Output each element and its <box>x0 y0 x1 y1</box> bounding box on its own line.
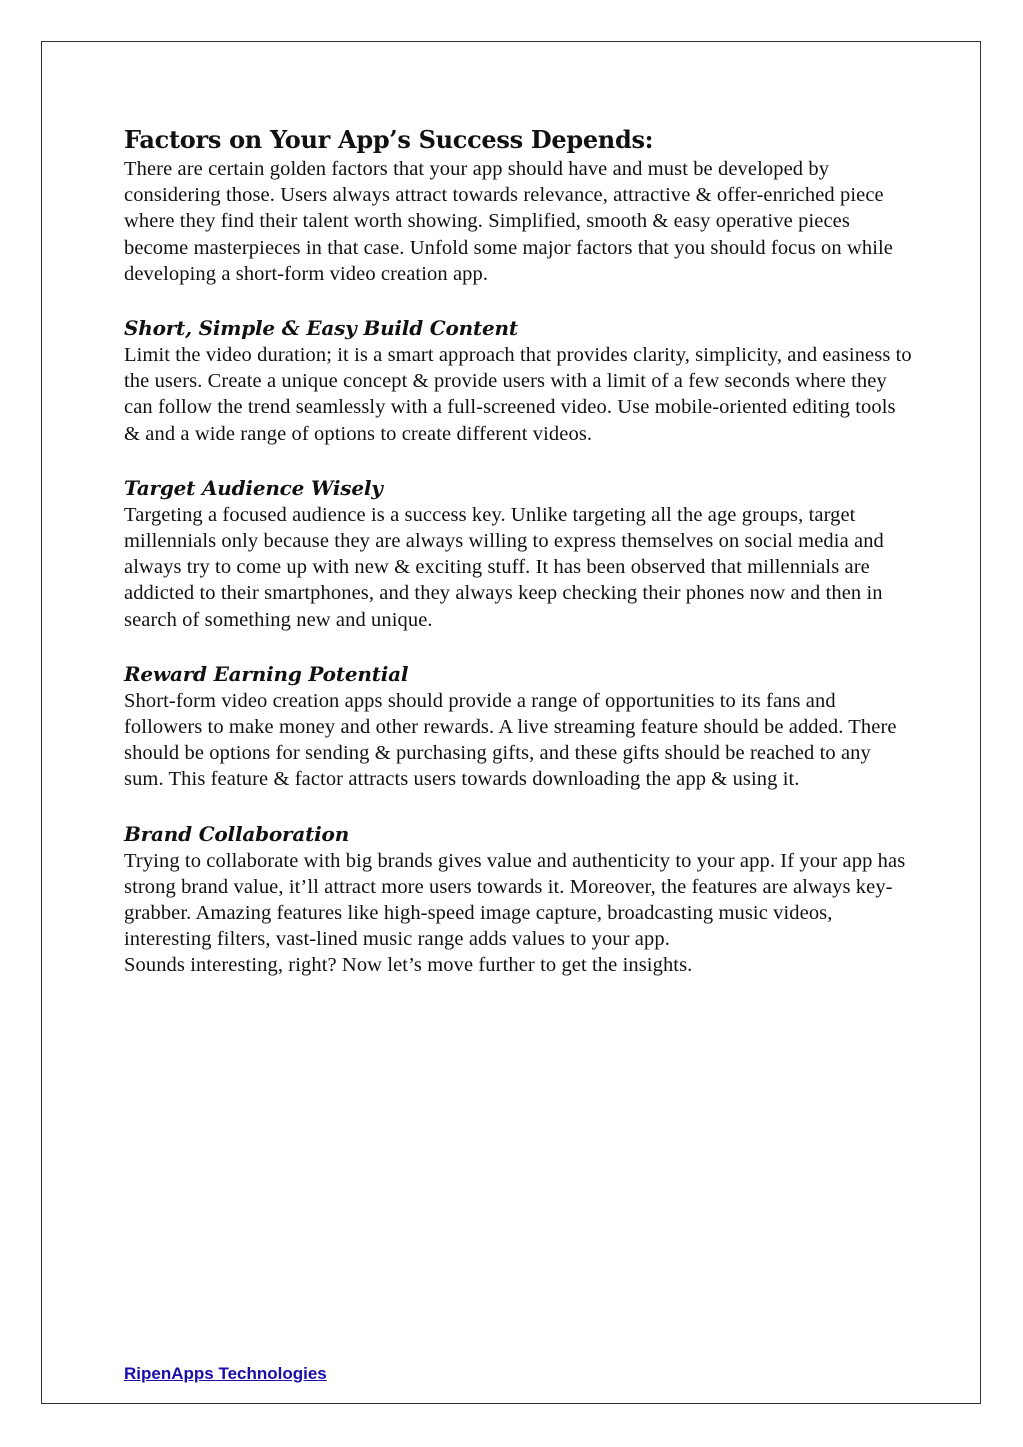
company-footer-link[interactable]: RipenApps Technologies <box>124 1364 327 1383</box>
section-body-short-simple: Limit the video duration; it is a smart approach that provides clarity, simplicity, and easiness to the users. Create a unique concept & provide users with a limit of a few seconds where they can follow the trend seamlessly with a full-screened video. Use mobile-oriented editing tools & and a wide range of options to create different videos. <box>124 344 912 445</box>
section-spacer <box>124 447 914 474</box>
section-spacer <box>124 287 914 314</box>
section-body-reward-earning: Short-form video creation apps should provide a range of opportunities to its fans and followers to make money and other rewards. A live streaming feature should be added. There should be options for sending & purchasing gifts, and these gifts should be reached to any sum. This feature & factor attracts users towards downloading the app & using it. <box>124 689 897 791</box>
section-heading-brand-collaboration: Brand Collaboration <box>124 821 350 846</box>
document-title: Factors on Your App’s Success Depends: <box>124 125 654 154</box>
closing-line: Sounds interesting, right? Now let’s move further to get the insights. <box>124 954 693 977</box>
section-spacer <box>124 793 914 820</box>
section-heading-reward-earning: Reward Earning Potential <box>124 661 409 686</box>
document-body <box>124 124 914 979</box>
section-heading-target-audience: Target Audience Wisely <box>124 475 383 500</box>
section-body-brand-collaboration: Trying to collaborate with big brands gives value and authenticity to your app. If your app has strong brand value, it’ll attract more users towards it. Moreover, the features are always key-grabber. Amazing features like high-speed image capture, broadcasting music videos, interesting filters, vast-lined music range adds values to your app. <box>124 849 906 951</box>
section-body-target-audience: Targeting a focused audience is a success key. Unlike targeting all the age groups, target millennials only because they are always willing to express themselves on social media and always try to come up with new & exciting stuff. It has been observed that millennials are addicted to their smartphones, and they always keep checking their phones now and then in search of something new and unique. <box>124 503 884 631</box>
intro-paragraph: There are certain golden factors that your app should have and must be developed by considering those. Users always attract towards relevance, attractive & offer-enriched piece where they find their talent worth showing. Simplified, smooth & easy operative pieces become masterpieces in that case. Unfold some major factors that you should focus on while developing a short-form video creation app. <box>124 158 893 285</box>
section-heading-short-simple: Short, Simple & Easy Build Content <box>124 316 518 341</box>
section-spacer <box>124 633 914 660</box>
